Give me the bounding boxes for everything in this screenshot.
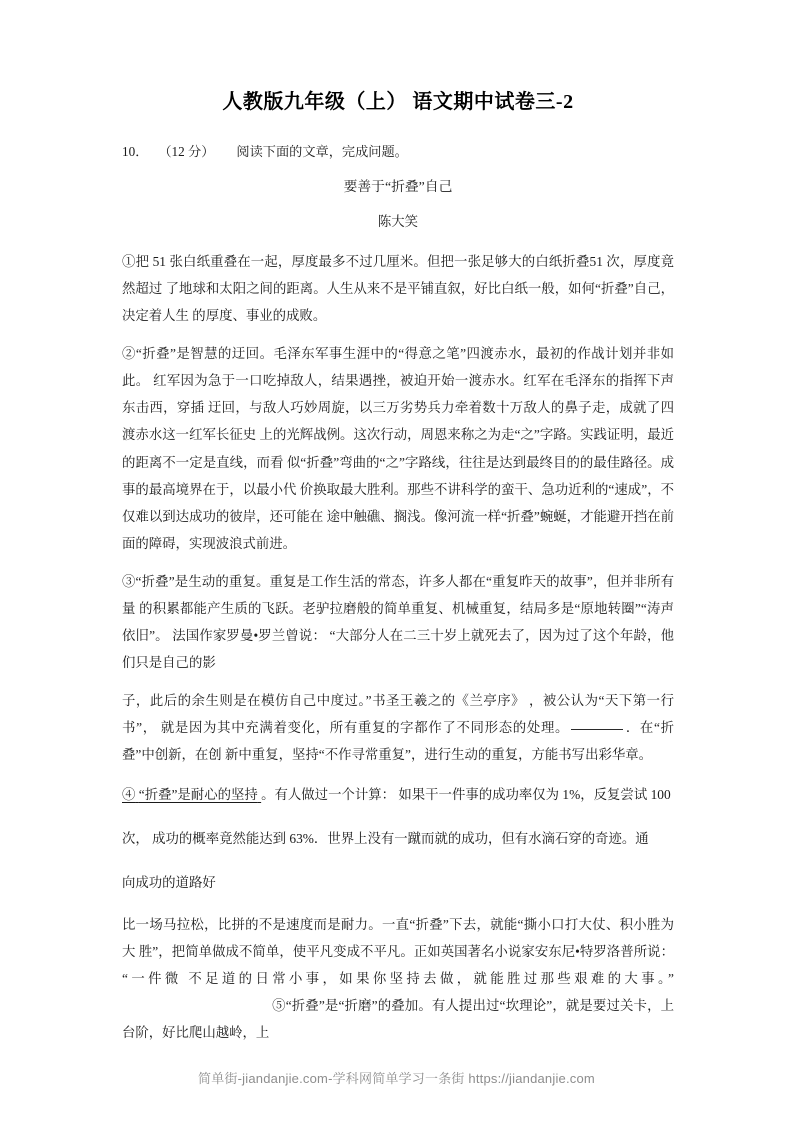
- paragraph-text-before-blank: 子，此后的余生则是在模仿自己中度过。”书圣王羲之的《兰亭序》 ，被公认为“天下第一行书”， 就是因为其中充满着变化，所有重复的字都作了不同形态的处理。: [122, 693, 674, 736]
- question-number: 10．: [122, 144, 149, 159]
- document-content: [122, 88, 674, 1057]
- question-score: （12 分）: [158, 144, 215, 159]
- question-header: [122, 142, 674, 162]
- paragraph-text: 次， 成功的概率竟然能达到 63%．世界上没有一蹴而就的成功，但有水滴石穿的奇迹。通: [122, 831, 649, 847]
- article-paragraph-1: [122, 248, 674, 329]
- paragraph-text-after-blank: ．在“折叠”中创新，在创 新中重复，坚持“不作寻常重复”，进行生动的重复，方能书写出彩华章。: [122, 720, 674, 763]
- page-title: 人教版九年级（上） 语文期中试卷三-2: [222, 91, 574, 113]
- article-paragraph-5: [122, 911, 674, 1046]
- paragraph-text: 比一场马拉松，比拼的不是速度而是耐力。一直“折叠”下去，就能“撕小口打大仗、积小胜为大 胜”，把简单做成不简单，使平凡变成不平凡。正如英国著名小说家安东尼•特罗洛普所说： “一件微 不足道的日常小事，如果你坚持去做，就能胜过那些艰难的大事。”: [122, 916, 674, 987]
- paragraph-marker: ⑤: [272, 998, 286, 1014]
- article-paragraph-4-continued-2: [122, 867, 674, 900]
- underlined-phrase: “折叠”是耐心的坚持: [138, 787, 258, 803]
- paragraph-text: 把 51 张白纸重叠在一起，厚度最多不过几厘米。但把一张足够大的白纸折叠51 次，厚度竟然超过 了地球和太阳之间的距离。人生从来不是平铺直叙，好比白纸一般，如何“折叠”自己，决定着人生 的厚度、事业的成败。: [122, 253, 675, 324]
- paragraph-marker: ③: [122, 573, 136, 589]
- paragraph-text: “折叠”是智慧的迂回。毛泽东军事生涯中的“得意之笔”四渡赤水，最初的作战计划并非如此。 红军因为急于一口吃掉敌人，结果遇挫，被迫开始一渡赤水。红军在毛泽东的指挥下声东击西，穿插 迂回，与敌人巧妙周旋，以三万劣势兵力牵着数十万敌人的鼻子走，成就了四渡赤水这一红军长征史 上的光辉战例。这次行动，周恩来称之为走“之”字路。实践证明，最近的距离不一定是直线，而看 似“折叠”弯曲的“之”字路线，往往是达到最终目的的最佳路径。成事的最高境界在于，以最小代 价换取最大胜利。那些不讲科学的蛮干、急功近利的“速成”，不仅难以到达成功的彼岸，还可能在 途中触礁、搁浅。像河流一样“折叠”蜿蜒，才能避开挡在前面的障碍，实现波浪式前进。: [122, 346, 675, 551]
- paragraph-marker: ②: [122, 346, 136, 362]
- article-paragraph-3: [122, 568, 674, 676]
- paragraph-marker: ④: [122, 787, 136, 803]
- paragraph-marker-underlined: [122, 787, 261, 802]
- paragraph-text: 。有人做过一个计算： 如果干一件事的成功率仅为 1%，反复尝试 100: [261, 787, 671, 803]
- question-instruction: 阅读下面的文章，完成问题。: [236, 144, 408, 159]
- article-paragraph-4: [122, 779, 674, 812]
- paragraph-text: “折叠”是“折磨”的叠加。有人提出过“坎理论”，就是要过关卡，上台阶，好比爬山越岭，上: [122, 998, 674, 1041]
- paragraph-text: 向成功的道路好: [122, 875, 216, 891]
- article-paragraph-4-continued: [122, 823, 674, 856]
- article-author: 陈大笑: [377, 213, 419, 229]
- fill-in-blank[interactable]: [571, 729, 623, 730]
- paragraph-text: “折叠”是生动的重复。重复是工作生活的常态，许多人都在“重复昨天的故事”，但并非所有量 的积累都能产生质的飞跃。老驴拉磨般的简单重复、机械重复，结局多是“原地转圈”“涛声依旧”。 法国作家罗曼•罗兰曾说： “大部分人在二三十岁上就死去了，因为过了这个年龄，他们只是自己的影: [122, 573, 675, 671]
- article-paragraph-2: [122, 340, 674, 557]
- article-paragraph-3-continued: [122, 687, 674, 768]
- footer-watermark: 简单街-jiandanjie.com-学科网简单学习一条街 https://jiandanjie.com: [198, 1071, 595, 1086]
- paragraph-marker: ①: [122, 253, 136, 269]
- article-title: 要善于“折叠”自己: [343, 179, 453, 195]
